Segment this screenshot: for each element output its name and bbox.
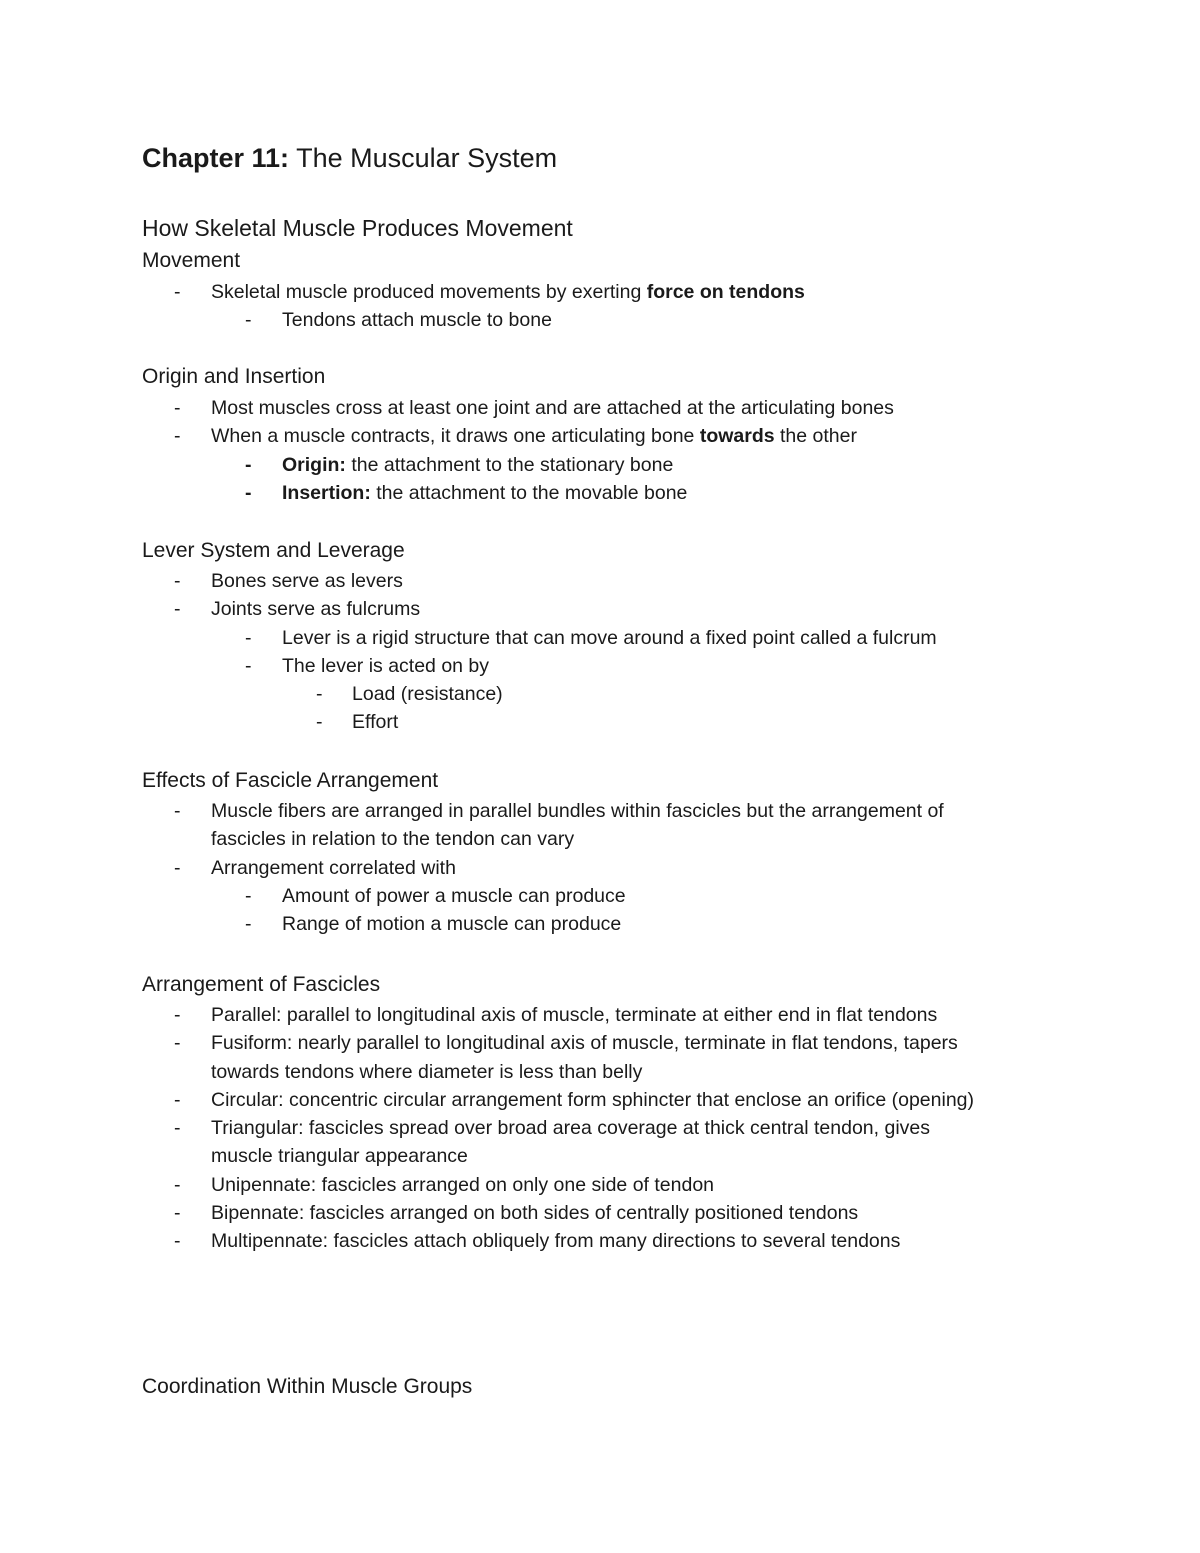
list-item: - Range of motion a muscle can produce [0, 910, 1200, 938]
bullet-dash: - [316, 683, 323, 706]
list-movement [0, 278, 1200, 335]
bullet-dash: - [174, 1202, 181, 1225]
bullet-dash: - [174, 570, 181, 592]
list-item: - Origin: the attachment to the stationary bone [0, 451, 1200, 479]
list-item: - Tendons attach muscle to bone [0, 306, 1200, 334]
bullet-dash: - [245, 654, 252, 677]
list-item: - Most muscles cross at least one joint and are attached at the articulating bones [0, 394, 1200, 422]
list-item: - When a muscle contracts, it draws one articulating bone towards the other [0, 422, 1200, 450]
heading-fascicle-arrangement: Arrangement of Fascicles [142, 973, 381, 996]
heading-movement: Movement [142, 249, 241, 272]
bullet-dash: - [245, 913, 252, 936]
heading-origin-insertion: Origin and Insertion [142, 365, 326, 388]
list-item: - Skeletal muscle produced movements by exerting force on tendons [0, 278, 1200, 306]
bullet-dash: - [174, 856, 181, 879]
list-item: - Insertion: the attachment to the movable bone [0, 479, 1200, 507]
bullet-dash: - [174, 397, 181, 419]
bullet-dash: - [245, 309, 252, 332]
list-origin-insertion [0, 394, 1200, 507]
list-item: - Fusiform: nearly parallel to longitudinal axis of muscle, terminate in flat tendons, tapers towards tendons where diameter is less than belly [0, 1029, 1200, 1086]
bullet-dash: - [245, 481, 252, 504]
list-item: - Load (resistance) [0, 680, 1200, 708]
bullet-dash: - [174, 281, 181, 303]
chapter-title [142, 141, 557, 175]
bullet-dash: - [174, 1117, 181, 1140]
section-title: How Skeletal Muscle Produces Movement [142, 215, 573, 241]
bullet-dash: - [174, 1004, 181, 1026]
list-item: - Circular: concentric circular arrangement form sphincter that enclose an orifice (opening) [0, 1086, 1200, 1114]
chapter-name: The Muscular System [296, 143, 558, 173]
bullet-dash: - [174, 1032, 181, 1055]
list-item: - Bones serve as levers [0, 567, 1200, 595]
bullet-dash: - [174, 425, 181, 448]
list-item: - The lever is acted on by [0, 652, 1200, 680]
heading-coordination: Coordination Within Muscle Groups [142, 1375, 473, 1398]
list-item: - Unipennate: fascicles arranged on only one side of tendon [0, 1171, 1200, 1199]
list-item: - Lever is a rigid structure that can move around a fixed point called a fulcrum [0, 624, 1200, 652]
list-item: - Muscle fibers are arranged in parallel bundles within fascicles but the arrangement of fascicles in relation to the tendon can vary [0, 797, 1200, 854]
list-lever-system [0, 567, 1200, 737]
bullet-dash: - [316, 711, 323, 734]
list-fascicle-arrangement [0, 1001, 1200, 1256]
list-item: - Effort [0, 708, 1200, 736]
list-fascicle-effects [0, 797, 1200, 938]
list-item: - Parallel: parallel to longitudinal axis of muscle, terminate at either end in flat tendons [0, 1001, 1200, 1029]
chapter-number: Chapter 11: [142, 143, 290, 173]
list-item: - Multipennate: fascicles attach obliquely from many directions to several tendons [0, 1227, 1200, 1255]
bullet-dash: - [245, 884, 252, 907]
bullet-dash: - [245, 626, 252, 649]
bullet-dash: - [174, 1230, 181, 1253]
heading-lever-system: Lever System and Leverage [142, 539, 405, 562]
bullet-dash: - [174, 1173, 181, 1196]
list-item: - Triangular: fascicles spread over broad area coverage at thick central tendon, gives muscle triangular appearance [0, 1114, 1200, 1171]
bullet-dash: - [174, 1088, 181, 1111]
bullet-dash: - [245, 453, 252, 476]
list-item: - Bipennate: fascicles arranged on both sides of centrally positioned tendons [0, 1199, 1200, 1227]
bullet-dash: - [174, 800, 181, 822]
bullet-dash: - [174, 598, 181, 621]
list-item: - Arrangement correlated with [0, 854, 1200, 882]
list-item: - Amount of power a muscle can produce [0, 882, 1200, 910]
list-item: - Joints serve as fulcrums [0, 595, 1200, 623]
heading-fascicle-effects: Effects of Fascicle Arrangement [142, 769, 439, 792]
